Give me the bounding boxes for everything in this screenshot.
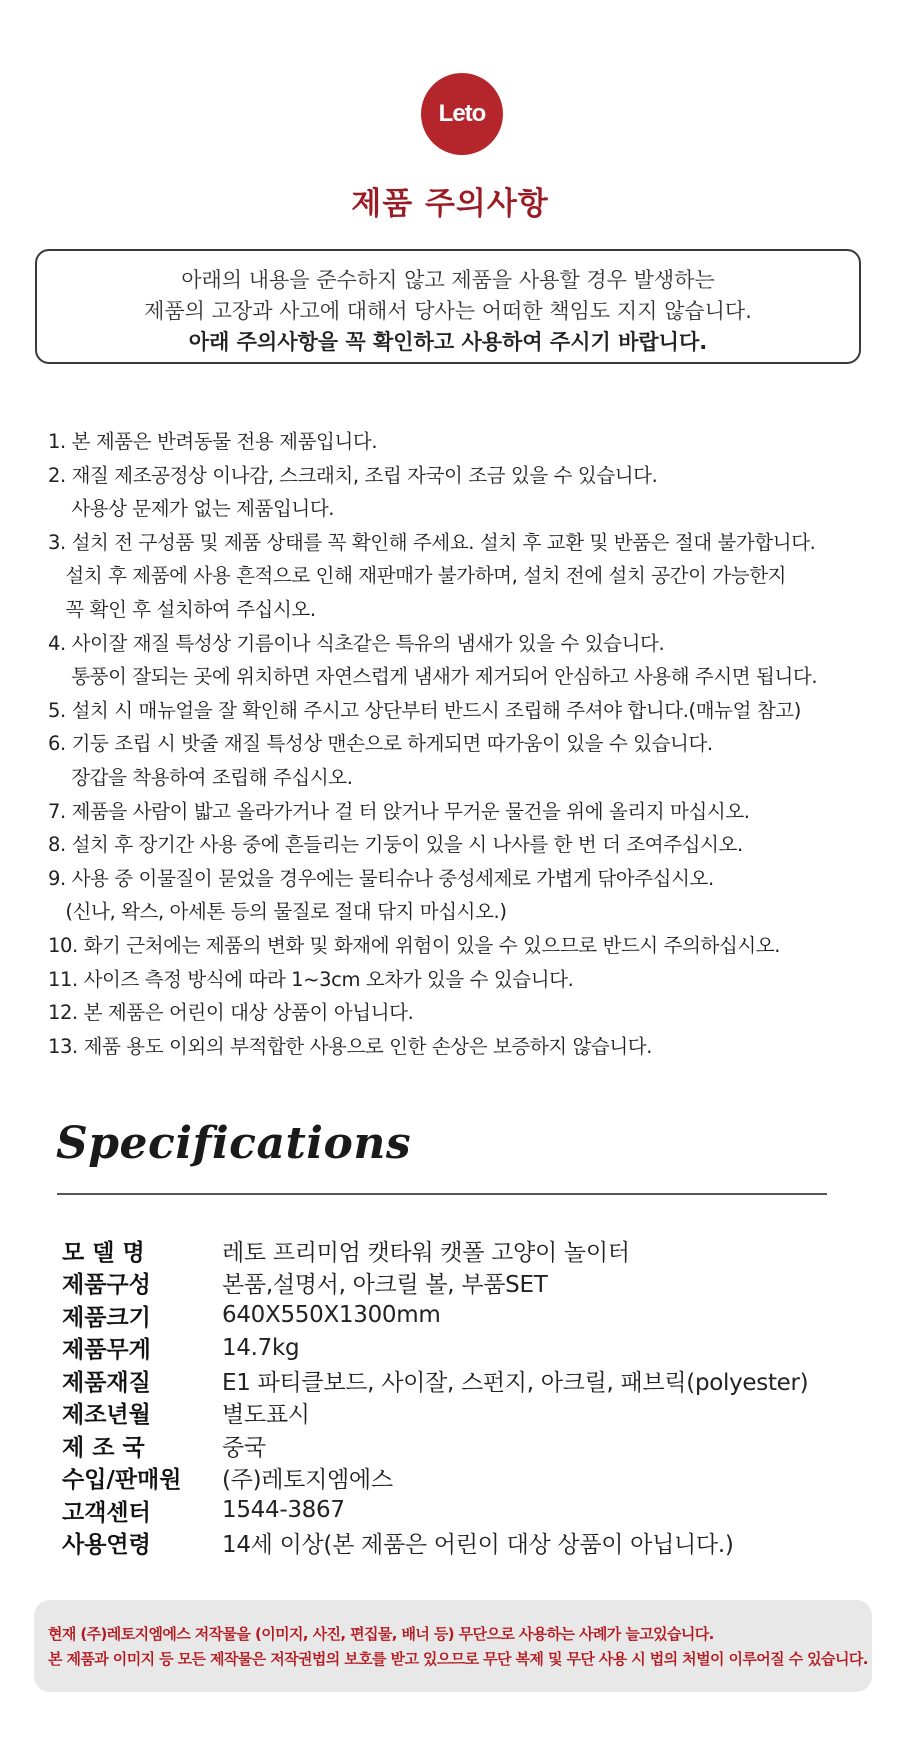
spec-key: 모 델 명 bbox=[62, 1239, 145, 1266]
caution-item: 8. 설치 후 장기간 사용 중에 흔들리는 기둥이 있을 시 나사를 한 번 더 조여주십시오. bbox=[48, 833, 743, 857]
spec-row bbox=[62, 1364, 862, 1397]
notice-line-2: 제품의 고장과 사고에 대해서 당사는 어떠한 책임도 지지 않습니다. bbox=[144, 299, 752, 323]
spec-value: 본품,설명서, 아크릴 볼, 부품SET bbox=[222, 1272, 548, 1299]
spec-row bbox=[62, 1397, 862, 1430]
spec-value: (주)레토지엠에스 bbox=[222, 1467, 393, 1494]
caution-item: 꼭 확인 후 설치하여 주십시오. bbox=[48, 597, 316, 621]
spec-key: 수입/판매원 bbox=[62, 1467, 182, 1494]
notice-line-1: 아래의 내용을 준수하지 않고 제품을 사용할 경우 발생하는 bbox=[181, 268, 715, 292]
spec-key: 제품무게 bbox=[62, 1337, 151, 1364]
caution-item: 2. 재질 제조공정상 이나감, 스크래치, 조립 자국이 조금 있을 수 있습니다. bbox=[48, 463, 658, 487]
caution-item: 장갑을 착용하여 조립해 주십시오. bbox=[48, 765, 353, 789]
specifications-table bbox=[62, 1234, 862, 1559]
caution-item: (신나, 왁스, 아세톤 등의 물질로 절대 닦지 마십시오.) bbox=[48, 900, 507, 924]
spec-value: 별도표시 bbox=[222, 1402, 310, 1429]
caution-item: 7. 제품을 사람이 밟고 올라가거나 걸 터 앉거나 무거운 물건을 위에 올리지 마십시오. bbox=[48, 799, 750, 823]
spec-key: 제 조 국 bbox=[62, 1434, 145, 1461]
spec-value: 14.7kg bbox=[222, 1334, 300, 1361]
caution-item: 12. 본 제품은 어린이 대상 상품이 아닙니다. bbox=[48, 1001, 414, 1025]
spec-value: 레토 프리미엄 캣타워 캣폴 고양이 놀이터 bbox=[222, 1239, 630, 1266]
spec-row bbox=[62, 1494, 862, 1527]
spec-row bbox=[62, 1299, 862, 1332]
caution-item: 통풍이 잘되는 곳에 위치하면 자연스럽게 냄새가 제거되어 안심하고 사용해 주시면 됩니다. bbox=[48, 665, 818, 689]
spec-key: 제조년월 bbox=[62, 1402, 151, 1429]
spec-key: 제품재질 bbox=[62, 1369, 151, 1396]
spec-value: E1 파티클보드, 사이잘, 스펀지, 아크릴, 패브릭(polyester) bbox=[222, 1369, 809, 1396]
spec-key: 제품구성 bbox=[62, 1272, 151, 1299]
spec-value: 중국 bbox=[222, 1434, 266, 1461]
copyright-line-1: 현재 (주)레토지엠에스 저작물을 (이미지, 사진, 편집물, 배너 등) 무단으로 사용하는 사례가 늘고있습니다. bbox=[48, 1625, 714, 1643]
spec-row bbox=[62, 1462, 862, 1495]
spec-key: 제품크기 bbox=[62, 1304, 151, 1331]
leto-logo bbox=[421, 73, 503, 155]
spec-row bbox=[62, 1234, 862, 1267]
caution-item: 6. 기둥 조립 시 밧줄 재질 특성상 맨손으로 하게되면 따가움이 있을 수 있습니다. bbox=[48, 732, 713, 756]
spec-value: 1544-3867 bbox=[222, 1497, 345, 1524]
spec-key: 사용연령 bbox=[62, 1532, 151, 1559]
spec-value: 640X550X1300mm bbox=[222, 1302, 441, 1329]
caution-item: 사용상 문제가 없는 제품입니다. bbox=[48, 497, 335, 521]
notice-box bbox=[35, 249, 861, 364]
caution-item: 11. 사이즈 측정 방식에 따라 1~3cm 오차가 있을 수 있습니다. bbox=[48, 967, 574, 991]
caution-item: 1. 본 제품은 반려동물 전용 제품입니다. bbox=[48, 430, 378, 453]
copyright-notice bbox=[34, 1600, 872, 1692]
caution-item: 9. 사용 중 이물질이 묻었을 경우에는 물티슈나 중성세제로 가볍게 닦아주십시오. bbox=[48, 866, 714, 890]
caution-item: 3. 설치 전 구성품 및 제품 상태를 꼭 확인해 주세요. 설치 후 교환 및 반품은 절대 불가합니다. bbox=[48, 530, 816, 554]
notice-line-3: 아래 주의사항을 꼭 확인하고 사용하여 주시기 바랍니다. bbox=[188, 330, 708, 354]
specifications-divider bbox=[57, 1193, 827, 1195]
spec-row bbox=[62, 1267, 862, 1300]
caution-item: 5. 설치 시 매뉴얼을 잘 확인해 주시고 상단부터 반드시 조립해 주셔야 합니다.(매뉴얼 참고) bbox=[48, 698, 801, 722]
caution-item: 설치 후 제품에 사용 흔적으로 인해 재판매가 불가하며, 설치 전에 설치 공간이 가능한지 bbox=[48, 564, 787, 588]
logo-text: Leto bbox=[438, 100, 486, 127]
page-title: 제품 주의사항 bbox=[351, 186, 549, 222]
caution-list bbox=[48, 425, 878, 1063]
spec-value: 14세 이상(본 제품은 어린이 대상 상품이 아닙니다.) bbox=[222, 1532, 734, 1559]
copyright-line-2: 본 제품과 이미지 등 모든 제작물은 저작권법의 보호를 받고 있으므로 무단 복제 및 무단 사용 시 법의 처벌이 이루어질 수 있습니다. bbox=[48, 1650, 868, 1668]
caution-item: 10. 화기 근처에는 제품의 변화 및 화재에 위험이 있을 수 있으므로 반드시 주의하십시오. bbox=[48, 933, 781, 957]
spec-key: 고객센터 bbox=[62, 1499, 151, 1526]
specifications-title: Specifications bbox=[56, 1118, 412, 1169]
caution-item: 13. 제품 용도 이외의 부적합한 사용으로 인한 손상은 보증하지 않습니다. bbox=[48, 1034, 653, 1058]
spec-row bbox=[62, 1527, 862, 1560]
spec-row bbox=[62, 1332, 862, 1365]
spec-row bbox=[62, 1429, 862, 1462]
caution-item: 4. 사이잘 재질 특성상 기름이나 식초같은 특유의 냄새가 있을 수 있습니다. bbox=[48, 631, 665, 655]
